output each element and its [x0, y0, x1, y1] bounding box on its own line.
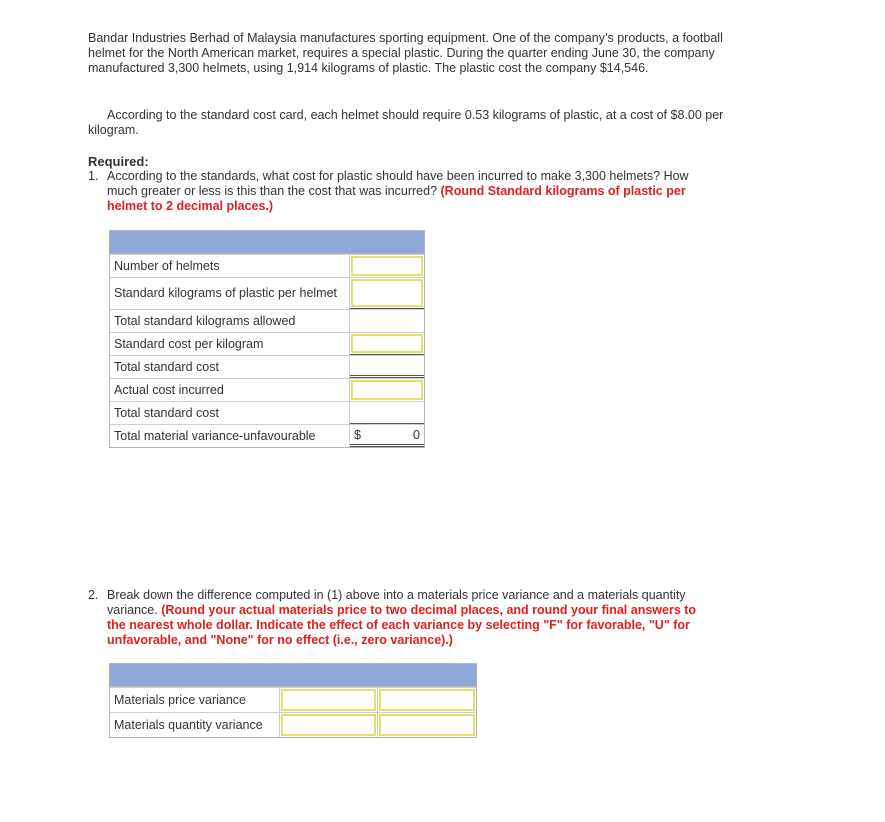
- row-label: Standard cost per kilogram: [110, 333, 350, 355]
- standard-cost-table: [109, 230, 425, 448]
- row-label: Total standard cost: [110, 356, 350, 378]
- total-standard-cost-value: [350, 356, 424, 378]
- table-row: [110, 277, 424, 309]
- materials-quantity-variance-amount-input[interactable]: [281, 714, 376, 736]
- variance-table: [109, 663, 477, 738]
- total-standard-cost-value-2: [350, 402, 424, 424]
- materials-price-variance-amount-input[interactable]: [281, 689, 376, 711]
- table-row: [110, 355, 424, 378]
- question-1-number: 1.: [88, 169, 99, 183]
- table-header: [110, 664, 476, 687]
- table-row: [110, 687, 476, 712]
- question-2: [88, 588, 708, 648]
- table-header: [110, 231, 424, 254]
- table-row: [110, 401, 424, 424]
- intro-paragraph-1: Bandar Industries Berhad of Malaysia manufactures sporting equipment. One of the company’s products, a football helmet for the North American market, requires a special plastic. During the quarter ending June 30, the company manufactured 3,300 helmets, using 1,914 kilograms of plastic. The plastic cost the company $14,546.: [88, 31, 723, 75]
- row-label: Total standard kilograms allowed: [110, 310, 350, 332]
- row-label: Standard kilograms of plastic per helmet: [110, 278, 350, 309]
- materials-quantity-variance-effect-select[interactable]: [379, 714, 475, 736]
- total-material-variance-cell: [350, 425, 424, 447]
- number-of-helmets-input[interactable]: [351, 256, 423, 276]
- row-label: Number of helmets: [110, 255, 350, 277]
- table-row: [110, 712, 476, 737]
- question-1: [88, 169, 708, 214]
- currency-symbol: $: [354, 428, 361, 442]
- total-standard-kg-value: [350, 310, 424, 332]
- question-2-text: Break down the difference computed in (1) above into a materials price variance and a materials quantity variance.: [107, 588, 686, 617]
- row-label: Actual cost incurred: [110, 379, 350, 401]
- required-heading: Required:: [88, 154, 149, 169]
- row-label: Materials price variance: [110, 688, 280, 712]
- standard-cost-per-kg-input[interactable]: [351, 334, 423, 353]
- row-label: Materials quantity variance: [110, 713, 280, 737]
- question-2-instruction: (Round your actual materials price to two decimal places, and round your final answers to the nearest whole dollar. Indicate the effect of each variance by selecting "F" for favorable, "U" for unfavorable, and "None" for no effect (i.e., zero variance).): [107, 603, 697, 647]
- table-row: [110, 378, 424, 401]
- question-1-instruction: (Round Standard kilograms of plastic per helmet to 2 decimal places.): [107, 184, 686, 213]
- materials-price-variance-effect-select[interactable]: [379, 689, 475, 711]
- row-label: Total material variance-unfavourable: [110, 425, 350, 447]
- table-row: [110, 332, 424, 355]
- actual-cost-incurred-input[interactable]: [351, 380, 423, 400]
- row-label: Total standard cost: [110, 402, 350, 424]
- table-row: [110, 424, 424, 447]
- question-2-number: 2.: [88, 588, 99, 602]
- table-row: [110, 309, 424, 332]
- total-material-variance-value: 0: [413, 428, 420, 442]
- standard-kg-per-helmet-input[interactable]: [351, 279, 423, 307]
- intro-paragraph-2: According to the standard cost card, each helmet should require 0.53 kilograms of plastic, at a cost of $8.00 per kilogram.: [88, 108, 724, 137]
- question-1-text: According to the standards, what cost for plastic should have been incurred to make 3,300 helmets? How much greater or less is this than the cost that was incurred?: [107, 169, 689, 198]
- table-row: [110, 254, 424, 277]
